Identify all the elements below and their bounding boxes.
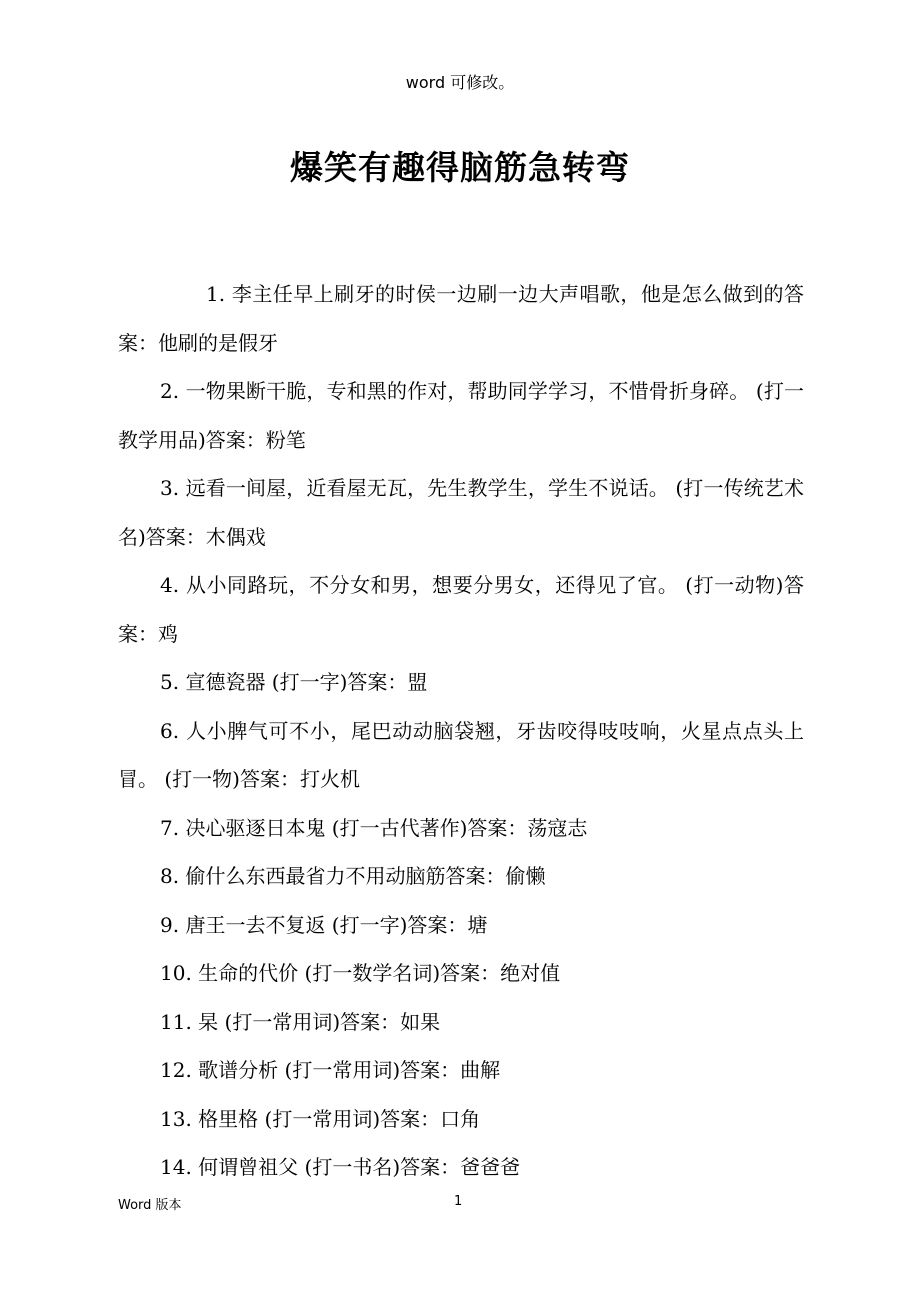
list-item: 3. 远看一间屋，近看屋无瓦，先生教学生，学生不说话。 (打一传统艺术名)答案：木偶戏 (118, 476, 804, 549)
list-item: 10. 生命的代价 (打一数学名词)答案：绝对值 (160, 961, 561, 985)
footer-version-label: Word 版本 (118, 1198, 182, 1213)
list-item: 7. 决心驱逐日本鬼 (打一古代著作)答案：荡寇志 (160, 815, 588, 840)
list-item: 6. 人小脾气可不小，尾巴动动脑袋翘，牙齿咬得吱吱响，火星点点头上冒。 (打一物)答案：打火机 (118, 718, 804, 791)
list-item: 9. 唐王一去不复返 (打一字)答案：塘 (160, 912, 488, 937)
list-item: 11. 杲 (打一常用词)答案：如果 (160, 1009, 441, 1034)
list-item: 13. 格里格 (打一常用词)答案：口角 (160, 1106, 481, 1131)
list-item: 4. 从小同路玩，不分女和男，想要分男女，还得见了官。 (打一动物)答案：鸡 (118, 573, 804, 646)
list-item: 2. 一物果断干脆，专和黑的作对，帮助同学学习，不惜骨折身碎。 (打一教学用品)答案：粉笔 (118, 379, 804, 452)
list-item: 1. 李主任早上刷牙的时侯一边刷一边大声唱歌，他是怎么做到的答案：他刷的是假牙 (118, 282, 804, 355)
document-title: 爆笑有趣得脑筋急转弯 (290, 148, 630, 187)
list-item: 8. 偷什么东西最省力不用动脑筋答案：偷懒 (160, 864, 546, 888)
list-item: 12. 歌谱分析 (打一常用词)答案：曲解 (160, 1058, 501, 1082)
document-body (118, 270, 804, 1192)
footer-page-number: 1 (454, 1194, 463, 1209)
header-note: word 可修改。 (405, 73, 515, 92)
list-item: 14. 何谓曾祖父 (打一书名)答案：爸爸爸 (160, 1155, 521, 1179)
list-item: 5. 宣德瓷器 (打一字)答案：盟 (160, 670, 428, 694)
